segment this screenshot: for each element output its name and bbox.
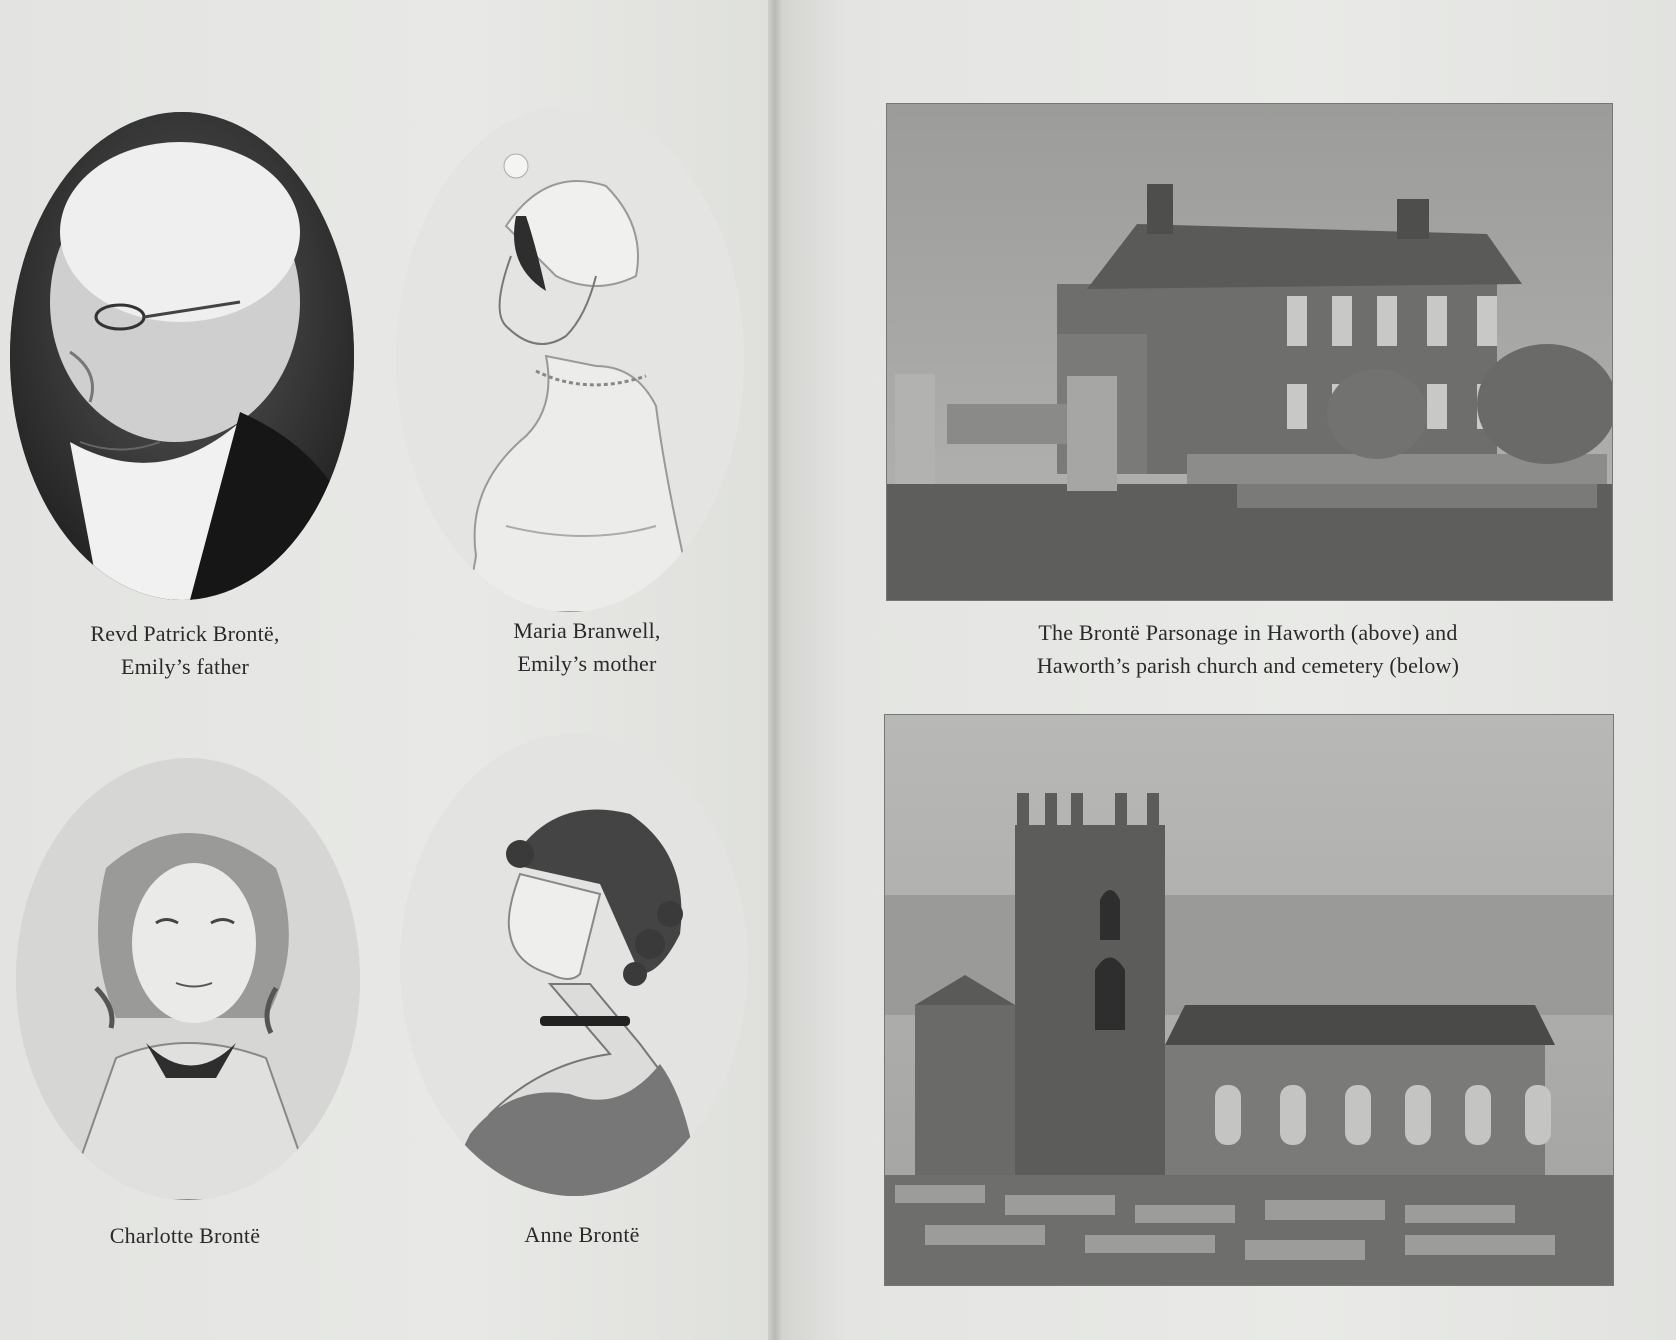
book-gutter	[768, 0, 782, 1340]
caption-line: Charlotte Brontë	[109, 1223, 261, 1248]
photo-bronte-parsonage	[886, 103, 1613, 601]
caption-anne-bronte	[432, 1218, 732, 1251]
caption-line: The Brontë Parsonage in Haworth (above) and	[1038, 620, 1458, 645]
caption-parsonage-and-church	[943, 616, 1553, 682]
portrait-anne-bronte	[400, 734, 748, 1196]
caption-line: Anne Brontë	[524, 1222, 640, 1247]
caption-maria-branwell	[437, 614, 737, 680]
caption-charlotte-bronte	[35, 1219, 335, 1252]
caption-line: Maria Branwell,	[513, 618, 661, 643]
caption-line: Emily’s mother	[517, 651, 657, 676]
portrait-maria-branwell	[396, 106, 744, 612]
portrait-charlotte-bronte	[16, 758, 360, 1200]
caption-line: Haworth’s parish church and cemetery (below)	[1036, 653, 1460, 678]
caption-line: Emily’s father	[120, 654, 250, 679]
caption-line: Revd Patrick Brontë,	[90, 621, 280, 646]
photo-haworth-church	[884, 714, 1614, 1286]
portrait-patrick-bronte	[10, 112, 354, 600]
caption-patrick-bronte	[35, 617, 335, 683]
